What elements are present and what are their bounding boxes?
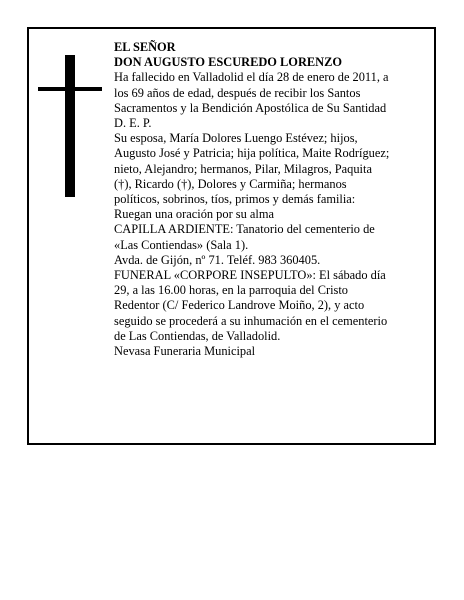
text-line: 29, a las 16.00 horas, en la parroquia del Cristo: [114, 283, 348, 298]
text-line: «Las Contiendas» (Sala 1).: [114, 237, 249, 252]
text-line: seguido se procederá a su inhumación en el cementerio: [114, 313, 388, 328]
text-line: Ruegan una oración por su alma: [114, 207, 274, 222]
text-line: Su esposa, María Dolores Luengo Estévez; hijos,: [114, 131, 358, 146]
funeral-home-signature: Nevasa Funeraria Municipal: [114, 344, 256, 359]
text-line: Ha fallecido en Valladolid el día 28 de enero de 2011, a: [114, 70, 389, 85]
text-line: D. E. P.: [114, 116, 152, 131]
text-line: políticos, sobrinos, tíos, primos y demás familia:: [114, 192, 356, 207]
text-line: Redentor (C/ Federico Landrove Moiño, 2), y acto: [114, 298, 365, 313]
text-line: Augusto José y Patricia; hija política, Maite Rodríguez;: [114, 146, 390, 161]
heading-name: DON AUGUSTO ESCUREDO LORENZO: [114, 55, 343, 70]
obituary-text: [114, 40, 424, 359]
text-line: Sacramentos y la Bendición Apostólica de Su Santidad: [114, 100, 387, 115]
text-line: CAPILLA ARDIENTE: Tanatorio del cementerio de: [114, 222, 375, 237]
text-line: los 69 años de edad, después de recibir los Santos: [114, 85, 361, 100]
cross-vertical-bar: [65, 55, 75, 197]
text-line: nieto, Alejandro; hermanos, Pilar, Milagros, Paquita: [114, 161, 372, 176]
cross-icon: [38, 55, 102, 197]
cross-horizontal-bar: [38, 87, 102, 91]
text-line: FUNERAL «CORPORE INSEPULTO»: El sábado día: [114, 268, 386, 283]
text-line: (†), Ricardo (†), Dolores y Carmiña; hermanos: [114, 176, 347, 191]
heading-title: EL SEÑOR: [114, 40, 176, 54]
text-line: de Las Contiendas, de Valladolid.: [114, 328, 281, 343]
text-line: Avda. de Gijón, nº 71. Teléf. 983 360405.: [114, 252, 321, 267]
